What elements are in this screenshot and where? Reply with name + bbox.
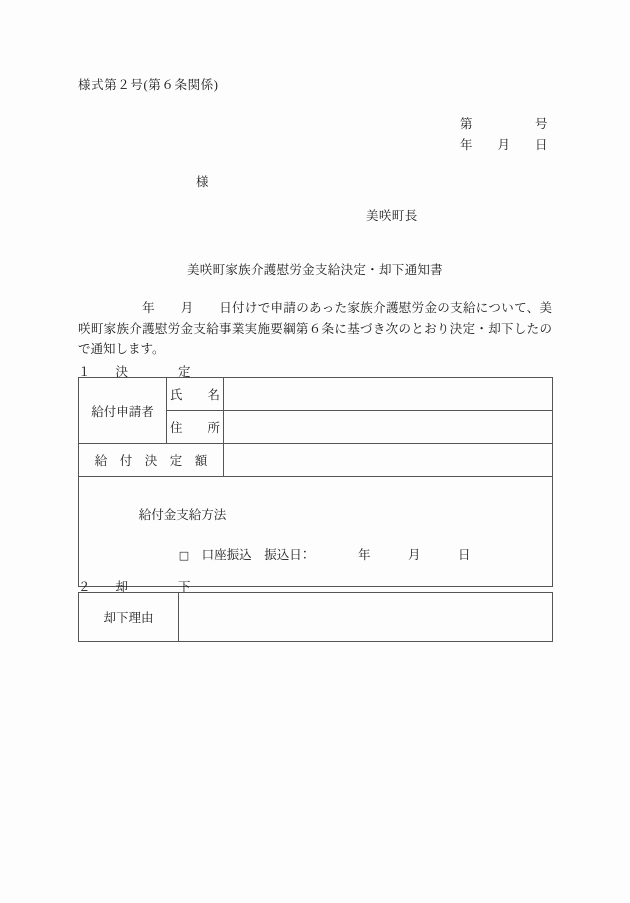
name-value-field[interactable] <box>224 378 553 411</box>
address-label: 住 所 <box>167 411 224 444</box>
payment-method-option-row <box>139 548 471 562</box>
rejection-table <box>78 592 553 642</box>
table-row <box>79 593 553 642</box>
form-number: 様式第２号(第６条関係) <box>78 78 219 92</box>
document-meta <box>372 114 552 156</box>
decision-table <box>78 377 553 587</box>
document-number-field: 第 号 <box>460 117 548 131</box>
section-heading-rejection: ２ 却 下 <box>78 580 191 594</box>
applicant-label: 給付申請者 <box>79 378 167 444</box>
table-row <box>79 378 553 411</box>
payment-method-title: 給付金支給方法 <box>138 508 227 522</box>
document-title: 美咲町家族介護慰労金支給決定・却下通知書 <box>186 263 443 277</box>
amount-label: 給 付 決 定 額 <box>79 444 224 477</box>
address-value-field[interactable] <box>224 411 553 444</box>
issuer-name: 美咲町長 <box>366 209 418 223</box>
document-body-paragraph: 年 月 日付けで申請のあった家族介護慰労金の支給について、美咲町家族介護慰労金支給事業実施要綱第６条に基づき次のとおり決定・却下したので通知します。 <box>78 301 552 356</box>
rejection-reason-field[interactable] <box>179 593 553 642</box>
bank-transfer-label: 口座振込 <box>201 548 252 562</box>
section-heading-decision: １ 決 定 <box>78 365 191 379</box>
document-date-field: 年 月 日 <box>460 138 548 152</box>
bank-transfer-checkbox[interactable]: □ <box>178 549 190 562</box>
amount-value-field[interactable] <box>224 444 553 477</box>
rejection-reason-label: 却下理由 <box>79 593 179 642</box>
payment-method-block <box>79 477 552 586</box>
document-body <box>78 0 552 903</box>
table-row <box>79 444 553 477</box>
payment-method-cell <box>79 477 553 587</box>
name-label: 氏 名 <box>167 378 224 411</box>
table-row <box>79 477 553 587</box>
transfer-date-label: 振込日： <box>264 548 308 562</box>
addressee-honorific: 様 <box>196 175 209 189</box>
transfer-date-fields[interactable]: 年 月 日 <box>307 548 471 562</box>
